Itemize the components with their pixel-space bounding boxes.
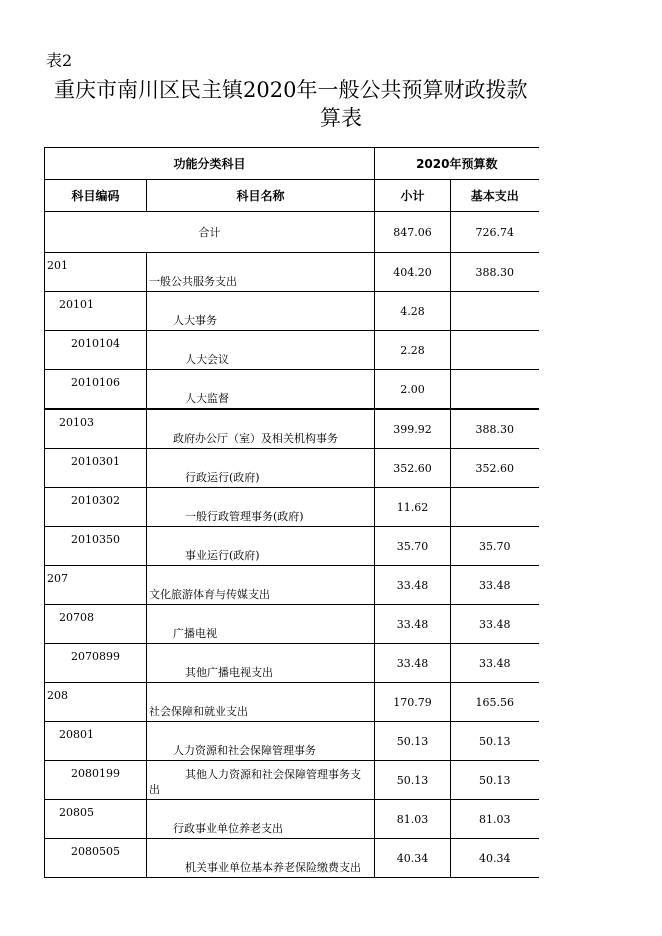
name-cell (147, 605, 375, 644)
subtotal-value: 81.03 (396, 812, 429, 826)
subject-code: 20708 (59, 611, 94, 624)
table-row (45, 839, 539, 878)
subtotal-value: 50.13 (396, 734, 429, 748)
total-label: 合计 (198, 226, 221, 239)
code-cell (45, 488, 147, 527)
subtotal-cell (375, 331, 451, 370)
name-cell (147, 370, 375, 410)
subtotal-value: 352.60 (393, 461, 432, 475)
code-cell (45, 839, 147, 878)
code-cell (45, 331, 147, 370)
table-row (45, 683, 539, 722)
subject-name: 行政运行(政府) (185, 471, 260, 484)
table-row (45, 644, 539, 683)
subject-code: 2010302 (71, 494, 120, 507)
subject-name: 事业运行(政府) (185, 549, 260, 562)
subtotal-value: 2.00 (400, 382, 425, 396)
table-row (45, 331, 539, 370)
subtotal-cell (375, 370, 451, 410)
header-function-category: 功能分类科目 (45, 148, 375, 180)
name-cell (147, 722, 375, 761)
subtotal-value: 33.48 (396, 578, 429, 592)
subject-code: 20101 (59, 298, 94, 311)
basic-cell (451, 683, 539, 722)
subject-code: 20801 (59, 728, 94, 741)
name-cell (147, 839, 375, 878)
table-row (45, 253, 539, 292)
basic-value (451, 488, 539, 526)
subtotal-value: 170.79 (393, 695, 432, 709)
header-subtotal: 小计 (375, 180, 451, 212)
table-row (45, 761, 539, 800)
header-budget-2020: 2020年预算数 (375, 148, 539, 180)
code-cell (45, 292, 147, 331)
table-row (45, 409, 539, 449)
header-name: 科目名称 (147, 180, 375, 212)
subject-name: 社会保障和就业支出 (149, 705, 248, 718)
basic-value (451, 292, 539, 330)
subtotal-cell (375, 644, 451, 683)
subtotal-cell (375, 800, 451, 839)
subject-code: 2010350 (71, 533, 120, 546)
basic-value: 50.13 (479, 773, 511, 787)
basic-cell (451, 331, 539, 370)
table-label: 表2 (46, 51, 73, 70)
subtotal-value: 50.13 (396, 773, 429, 787)
total-basic-cell (451, 212, 539, 253)
title-line-1: 重庆市南川区民主镇2020年一般公共预算财政拨款 (54, 78, 528, 102)
name-cell (147, 644, 375, 683)
basic-cell (451, 800, 539, 839)
basic-value: 50.13 (479, 734, 511, 748)
table-row (45, 800, 539, 839)
subject-code: 2010104 (71, 337, 120, 350)
code-cell (45, 800, 147, 839)
name-cell (147, 449, 375, 488)
basic-value: 35.70 (479, 539, 511, 553)
total-row (45, 212, 539, 253)
subtotal-cell (375, 253, 451, 292)
subject-name: 机关事业单位基本养老保险缴费支出 (185, 861, 361, 874)
total-label-cell (45, 212, 375, 253)
code-cell (45, 527, 147, 566)
subject-name: 政府办公厅（室）及相关机构事务 (173, 432, 338, 445)
code-cell (45, 605, 147, 644)
subtotal-cell (375, 488, 451, 527)
code-cell (45, 761, 147, 800)
subtotal-cell (375, 605, 451, 644)
total-subtotal: 847.06 (393, 225, 432, 239)
name-cell (147, 331, 375, 370)
basic-value: 33.48 (479, 617, 511, 631)
name-cell (147, 761, 375, 800)
basic-cell (451, 566, 539, 605)
subject-name: 人大监督 (185, 392, 229, 405)
budget-table (44, 147, 539, 878)
subject-code: 207 (47, 572, 68, 585)
header-basic: 基本支出 (451, 180, 539, 212)
subtotal-value: 33.48 (396, 617, 429, 631)
table-row (45, 370, 539, 410)
subtotal-value: 35.70 (396, 539, 429, 553)
subject-code: 20805 (59, 806, 94, 819)
subject-code: 2070899 (71, 650, 120, 663)
code-cell (45, 253, 147, 292)
basic-value: 352.60 (475, 461, 515, 475)
subtotal-value: 2.28 (400, 343, 425, 357)
subtotal-value: 40.34 (396, 851, 429, 865)
table-row (45, 488, 539, 527)
basic-value: 40.34 (479, 851, 511, 865)
table-row (45, 566, 539, 605)
basic-cell (451, 409, 539, 449)
basic-value: 165.56 (475, 695, 515, 709)
name-cell (147, 488, 375, 527)
total-subtotal-cell (375, 212, 451, 253)
subtotal-cell (375, 527, 451, 566)
subject-name: 人力资源和社会保障管理事务 (173, 744, 316, 757)
basic-value (451, 370, 539, 408)
subject-code: 2010301 (71, 455, 120, 468)
subject-name: 其他人力资源和社会保障管理事务支出 (149, 768, 361, 796)
subtotal-cell (375, 292, 451, 331)
code-cell (45, 409, 147, 449)
code-cell (45, 644, 147, 683)
subject-name: 一般行政管理事务(政府) (185, 510, 304, 523)
subtotal-cell (375, 839, 451, 878)
basic-value: 33.48 (479, 578, 511, 592)
basic-cell (451, 370, 539, 410)
basic-cell (451, 605, 539, 644)
title-line-2: 算表 (320, 106, 362, 130)
subject-code: 2010106 (71, 376, 120, 389)
basic-value: 81.03 (479, 812, 511, 826)
table-row (45, 292, 539, 331)
subtotal-value: 4.28 (400, 304, 425, 318)
subject-name: 一般公共服务支出 (149, 275, 237, 288)
header-group-row (45, 148, 539, 180)
basic-value: 388.30 (475, 422, 515, 436)
name-cell (147, 292, 375, 331)
header-code: 科目编码 (45, 180, 147, 212)
basic-value: 388.30 (475, 265, 515, 279)
subtotal-cell (375, 566, 451, 605)
subtotal-cell (375, 683, 451, 722)
basic-cell (451, 644, 539, 683)
basic-cell (451, 488, 539, 527)
basic-cell (451, 722, 539, 761)
basic-value (451, 331, 539, 369)
subtotal-cell (375, 761, 451, 800)
subtotal-value: 11.62 (396, 500, 429, 514)
total-basic: 726.74 (475, 225, 515, 239)
subject-name: 行政事业单位养老支出 (173, 822, 283, 835)
code-cell (45, 566, 147, 605)
subtotal-value: 33.48 (396, 656, 429, 670)
subtotal-cell (375, 449, 451, 488)
subject-code: 2080505 (71, 845, 120, 858)
header-column-row (45, 180, 539, 212)
name-cell (147, 409, 375, 449)
subject-name: 其他广播电视支出 (185, 666, 273, 679)
code-cell (45, 722, 147, 761)
name-cell (147, 800, 375, 839)
name-cell (147, 566, 375, 605)
subject-name: 人大会议 (185, 353, 229, 366)
basic-cell (451, 292, 539, 331)
subject-name: 文化旅游体育与传媒支出 (149, 588, 270, 601)
table-row (45, 527, 539, 566)
name-cell (147, 683, 375, 722)
subject-code: 20103 (59, 416, 94, 429)
subject-name: 人大事务 (173, 314, 217, 327)
code-cell (45, 449, 147, 488)
code-cell (45, 370, 147, 410)
basic-cell (451, 839, 539, 878)
subject-code: 2080199 (71, 767, 120, 780)
code-cell (45, 683, 147, 722)
page-title (40, 76, 640, 132)
subtotal-value: 404.20 (393, 265, 432, 279)
name-cell (147, 527, 375, 566)
basic-cell (451, 449, 539, 488)
subtotal-cell (375, 722, 451, 761)
table-row (45, 605, 539, 644)
subtotal-value: 399.92 (393, 422, 432, 436)
basic-cell (451, 527, 539, 566)
subject-name: 广播电视 (173, 627, 217, 640)
basic-value: 33.48 (479, 656, 511, 670)
basic-cell (451, 253, 539, 292)
table-row (45, 722, 539, 761)
subtotal-cell (375, 409, 451, 449)
subject-code: 208 (47, 689, 68, 702)
basic-cell (451, 761, 539, 800)
name-cell (147, 253, 375, 292)
subject-code: 201 (47, 259, 68, 272)
table-row (45, 449, 539, 488)
